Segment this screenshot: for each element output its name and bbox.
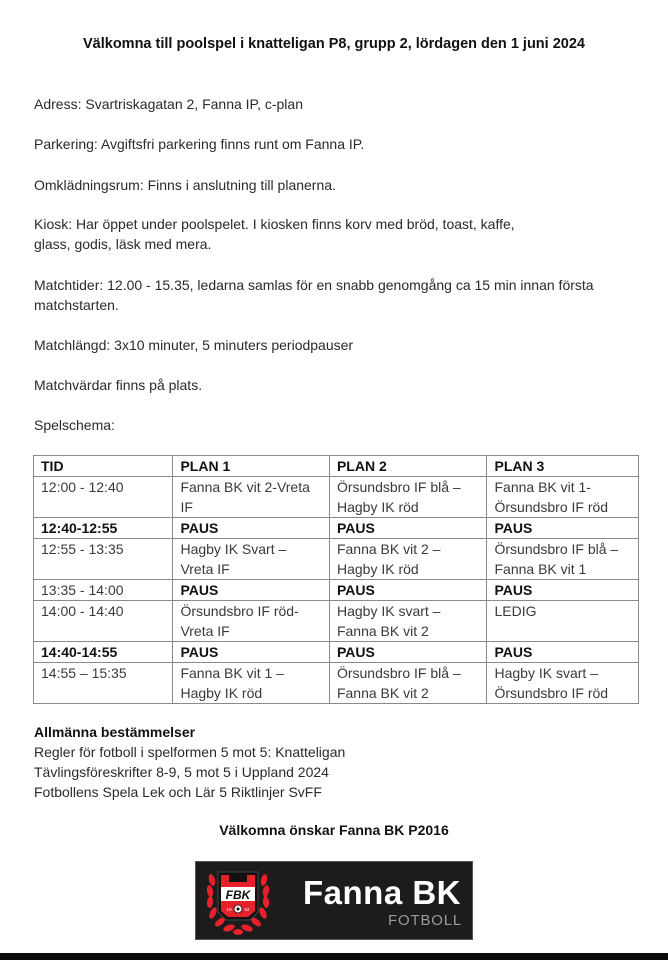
time-cell: 12:00 - 12:40 — [34, 477, 173, 518]
changing-rooms-text: Omklädningsrum: Finns i anslutning till planerna. — [34, 177, 336, 193]
match-cell: Hagby IK Svart – Vreta IF — [173, 539, 330, 580]
match-cell: Örsundsbro IF röd- Vreta IF — [173, 601, 330, 642]
crest-text: FBK — [225, 888, 251, 902]
table-row-pause — [34, 642, 639, 663]
header-tid: TID — [34, 456, 173, 477]
time-cell: 13:35 - 14:00 — [34, 580, 173, 601]
match-cell: Örsundsbro IF blå – Fanna BK vit 1 — [487, 539, 639, 580]
schedule-label: Spelschema: — [34, 417, 115, 433]
table-header-row — [34, 456, 639, 477]
time-cell: 14:55 – 15:35 — [34, 663, 173, 704]
pause-cell: PAUS — [173, 518, 330, 539]
pause-cell: PAUS — [487, 518, 639, 539]
match-length-text: Matchlängd: 3x10 minuter, 5 minuters periodpauser — [34, 337, 354, 353]
time-cell: 12:55 - 13:35 — [34, 539, 173, 580]
time-cell: 14:00 - 14:40 — [34, 601, 173, 642]
table-row-pause — [34, 518, 639, 539]
address-text: Adress: Svartriskagatan 2, Fanna IP, c-plan — [34, 96, 303, 112]
svg-text:62: 62 — [244, 907, 250, 912]
table-row — [34, 539, 639, 580]
club-subtitle: FOTBOLL — [388, 912, 462, 929]
pause-cell: PAUS — [487, 642, 639, 663]
rules-item: Fotbollens Spela Lek och Lär 5 Riktlinjer SvFF — [34, 784, 322, 800]
match-cell: LEDIG — [487, 601, 639, 642]
table-row — [34, 477, 639, 518]
match-times-line-2: matchstarten. — [34, 297, 119, 313]
kiosk-line-2: glass, godis, läsk med mera. — [34, 236, 212, 252]
kiosk-text — [34, 214, 644, 254]
pause-cell: PAUS — [329, 642, 487, 663]
match-cell: Hagby IK svart – Örsundsbro IF röd — [487, 663, 639, 704]
pause-cell: PAUS — [329, 518, 487, 539]
table-row — [34, 601, 639, 642]
club-name: Fanna BK — [303, 874, 462, 911]
welcome-signature: Välkomna önskar Fanna BK P2016 — [219, 822, 449, 838]
table-row-pause — [34, 580, 639, 601]
match-hosts-text: Matchvärdar finns på plats. — [34, 377, 203, 393]
pause-cell: PAUS — [173, 580, 330, 601]
header-plan-2: PLAN 2 — [329, 456, 487, 477]
general-rules-section — [34, 722, 345, 802]
match-cell: Fanna BK vit 2-Vreta IF — [173, 477, 330, 518]
table-row — [34, 663, 639, 704]
rules-item: Tävlingsföreskrifter 8-9, 5 mot 5 i Uppland 2024 — [34, 764, 329, 780]
match-cell: Fanna BK vit 1 – Hagby IK röd — [173, 663, 330, 704]
parking-text: Parkering: Avgiftsfri parkering finns runt om Fanna IP. — [34, 136, 365, 152]
bottom-edge-bar — [0, 953, 668, 960]
schedule-table — [33, 455, 639, 704]
header-plan-3: PLAN 3 — [487, 456, 639, 477]
match-times-text — [34, 275, 644, 315]
match-cell: Fanna BK vit 1- Örsundsbro IF röd — [487, 477, 639, 518]
pause-cell: PAUS — [329, 580, 487, 601]
header-plan-1: PLAN 1 — [173, 456, 330, 477]
svg-text:19: 19 — [226, 907, 232, 912]
match-cell: Fanna BK vit 2 – Hagby IK röd — [329, 539, 487, 580]
match-cell: Hagby IK svart – Fanna BK vit 2 — [329, 601, 487, 642]
match-cell: Örsundsbro IF blå – Fanna BK vit 2 — [329, 663, 487, 704]
time-cell: 14:40-14:55 — [34, 642, 173, 663]
rules-heading: Allmänna bestämmelser — [34, 724, 196, 740]
pause-cell: PAUS — [173, 642, 330, 663]
club-crest-icon — [202, 866, 274, 938]
club-logo-banner — [195, 861, 473, 940]
time-cell: 12:40-12:55 — [34, 518, 173, 539]
match-cell: Örsundsbro IF blå – Hagby IK röd — [329, 477, 487, 518]
match-times-line-1: Matchtider: 12.00 - 15.35, ledarna samlas för en snabb genomgång ca 15 min innan första — [34, 277, 594, 293]
page-title: Välkomna till poolspel i knatteligan P8, grupp 2, lördagen den 1 juni 2024 — [83, 36, 585, 52]
rules-item: Regler för fotboll i spelformen 5 mot 5: Knatteligan — [34, 744, 346, 760]
kiosk-line-1: Kiosk: Har öppet under poolspelet. I kiosken finns korv med bröd, toast, kaffe, — [34, 216, 515, 232]
pause-cell: PAUS — [487, 580, 639, 601]
